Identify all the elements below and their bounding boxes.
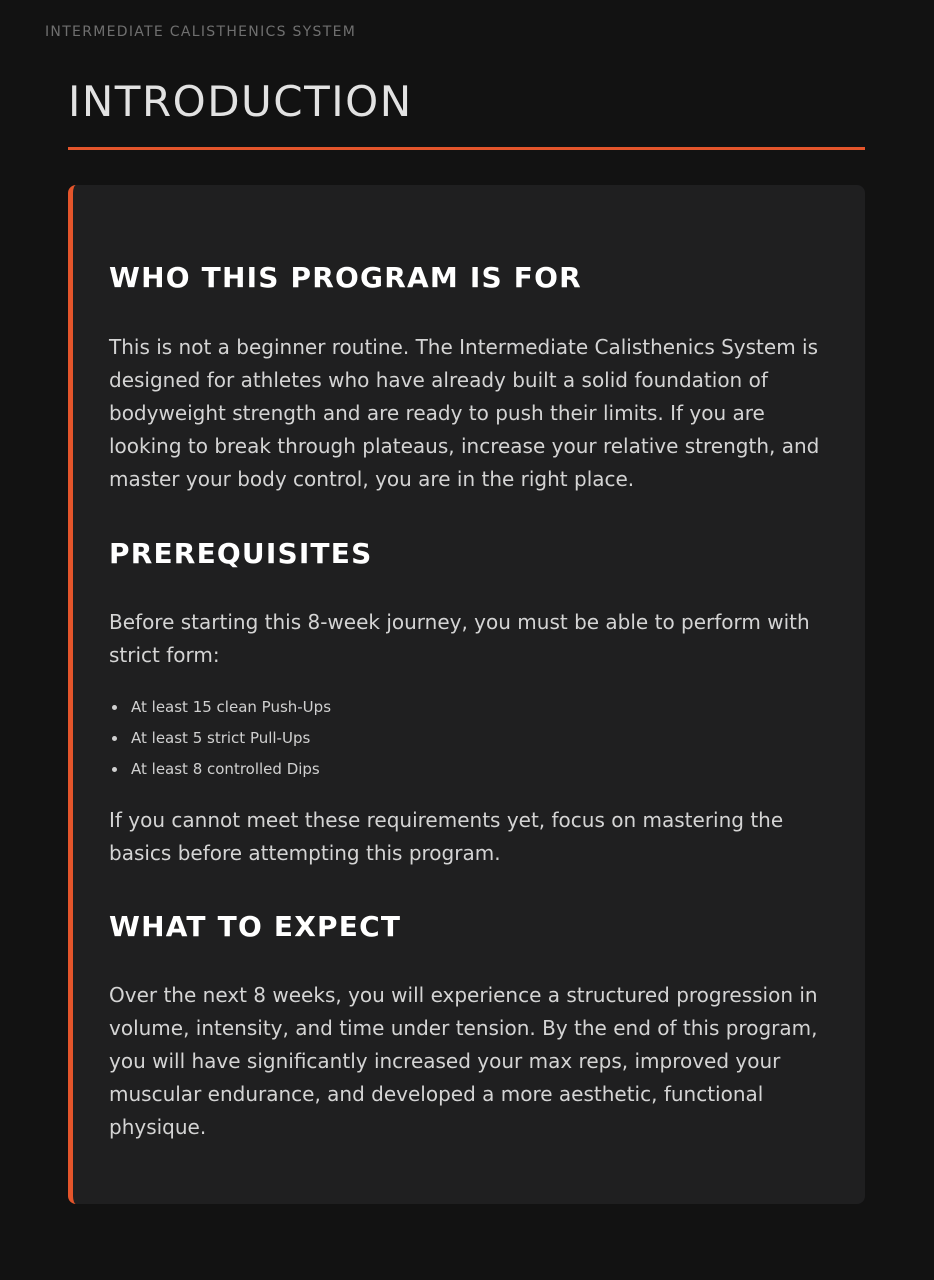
bullet-icon xyxy=(112,705,117,710)
section-paragraph-expect: Over the next 8 weeks, you will experience a structured progression in volume, intensity, and time under tension. By the end of this program, you will have significantly increased your max reps, improved your muscular endurance, and developed a more aesthetic, functional physique. xyxy=(109,983,818,1139)
content-card xyxy=(68,185,865,1204)
list-item xyxy=(109,754,331,785)
section-heading-who: WHO THIS PROGRAM IS FOR xyxy=(109,261,582,294)
list-item-text: At least 8 controlled Dips xyxy=(131,760,320,778)
title-divider xyxy=(68,147,865,150)
running-head: INTERMEDIATE CALISTHENICS SYSTEM xyxy=(45,24,357,40)
list-item-text: At least 5 strict Pull-Ups xyxy=(131,729,311,747)
section-paragraph-prerequisites: Before starting this 8-week journey, you must be able to perform with strict form: xyxy=(109,610,810,667)
page-title: INTRODUCTION xyxy=(68,77,413,126)
section-paragraph-who: This is not a beginner routine. The Intermediate Calisthenics System is designed for athletes who have already built a solid foundation of bodyweight strength and are ready to push their limits. If you are looking to break through plateaus, increase your relative strength, and master your body control, you are in the right place. xyxy=(109,335,820,491)
list-item xyxy=(109,692,331,723)
list-item-text: At least 15 clean Push-Ups xyxy=(131,698,332,716)
section-paragraph-requirements-note: If you cannot meet these requirements yet, focus on mastering the basics before attempting this program. xyxy=(109,808,784,865)
list-item xyxy=(109,723,331,754)
section-heading-expect: WHAT TO EXPECT xyxy=(109,910,402,943)
section-heading-prerequisites: PREREQUISITES xyxy=(109,537,373,570)
bullet-icon xyxy=(112,736,117,741)
prerequisite-list xyxy=(109,692,331,785)
bullet-icon xyxy=(112,767,117,772)
